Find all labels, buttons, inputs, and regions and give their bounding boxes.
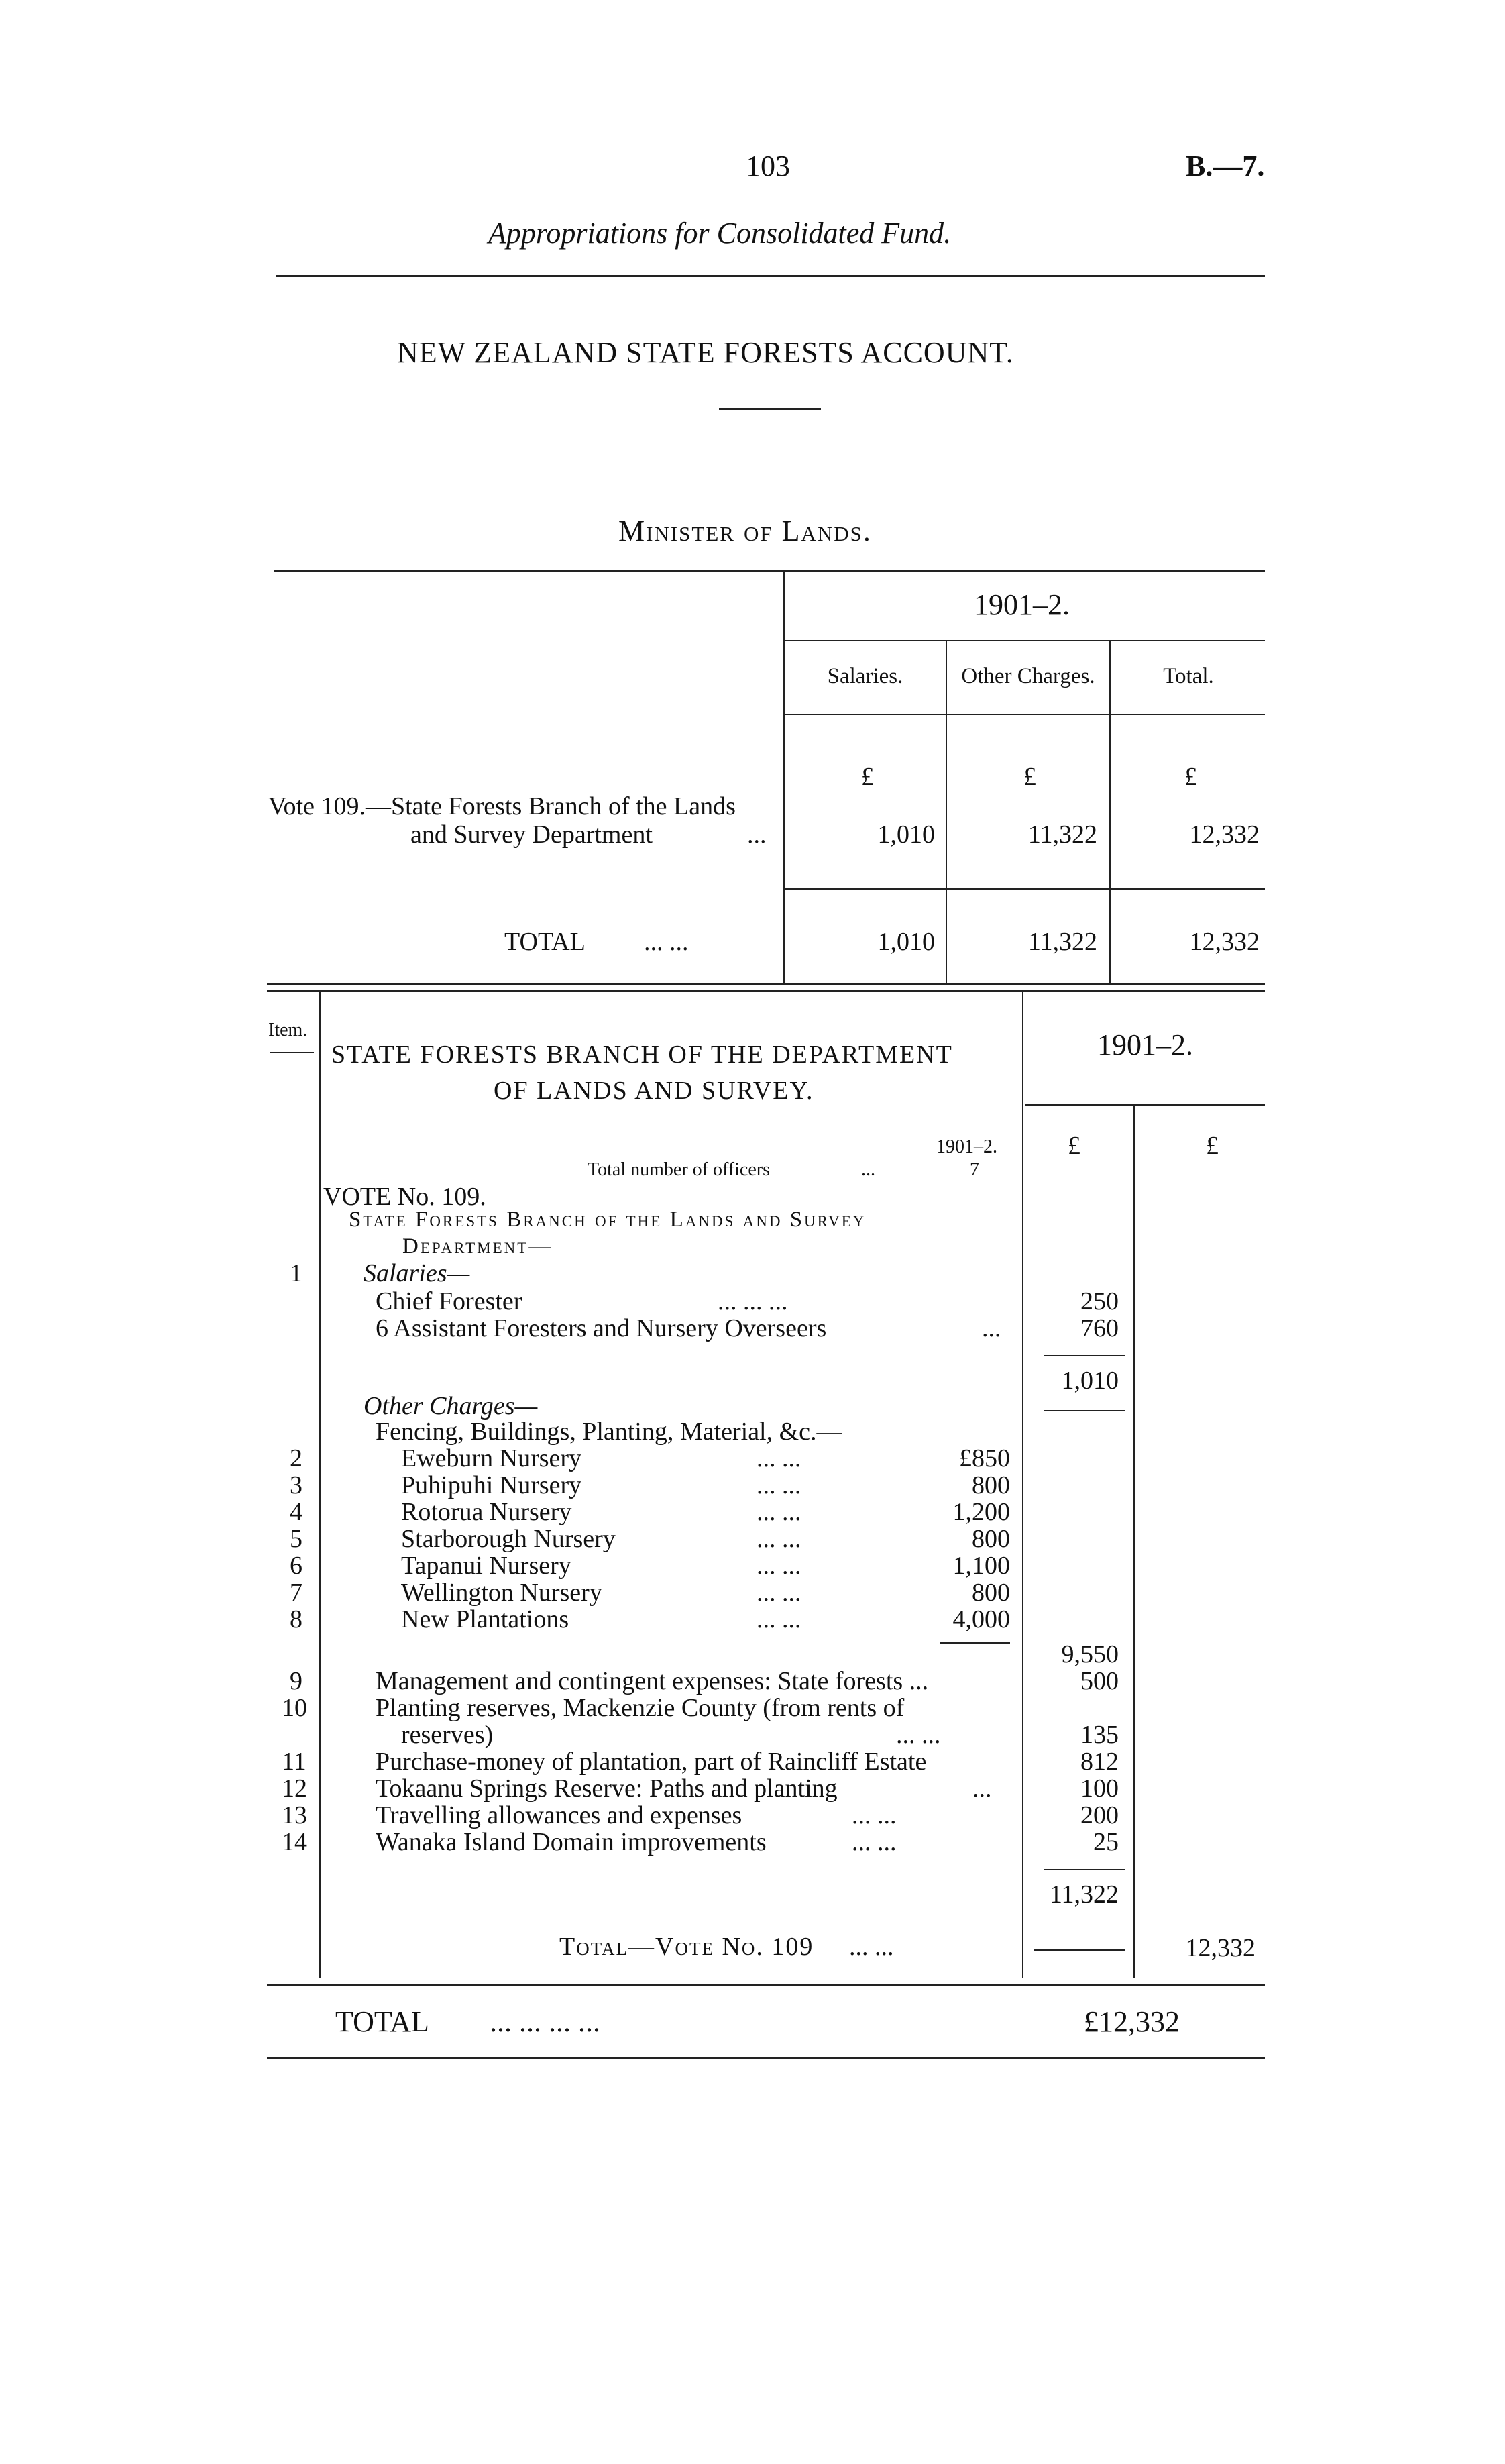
total-salaries: 1,010 bbox=[877, 928, 935, 956]
branch-heading: State Forests Branch of the Lands and Survey bbox=[349, 1208, 867, 1232]
salaries-item-number: 1 bbox=[290, 1259, 302, 1287]
row-item-number: 4 bbox=[290, 1498, 302, 1526]
row-item-number: 2 bbox=[290, 1444, 302, 1472]
amount-column-divider bbox=[1133, 1106, 1135, 1978]
row-label: Planting reserves, Mackenzie County (from rents of bbox=[376, 1694, 905, 1722]
vote-total-amount: 12,332 bbox=[1185, 1934, 1256, 1962]
row-amount: 135 bbox=[1080, 1721, 1119, 1749]
nurseries-subtotal: 9,550 bbox=[1061, 1640, 1119, 1668]
officers-label: Total number of officers bbox=[588, 1159, 770, 1180]
row-dots: ... ... bbox=[757, 1578, 801, 1607]
total-currency: £ bbox=[1184, 763, 1197, 791]
detail-heading-line2: OF LANDS AND SURVEY. bbox=[494, 1077, 814, 1105]
salaries-heading: Salaries— bbox=[364, 1259, 470, 1287]
detail-year: 1901–2. bbox=[1097, 1028, 1193, 1061]
total-column-currency: £ bbox=[1206, 1132, 1219, 1160]
row-dots: ... ... bbox=[757, 1471, 801, 1499]
page-title: NEW ZEALAND STATE FORESTS ACCOUNT. bbox=[397, 336, 1014, 369]
col-total-header: Total. bbox=[1163, 664, 1214, 688]
row-item-number: 5 bbox=[290, 1525, 302, 1553]
row-dots: ... bbox=[972, 1774, 992, 1803]
vote-109-salaries: 1,010 bbox=[877, 820, 935, 849]
branch-heading-cont: Department— bbox=[402, 1234, 553, 1258]
item-column-divider bbox=[319, 992, 321, 1978]
row-amount: 760 bbox=[1080, 1314, 1119, 1342]
row-amount: 100 bbox=[1080, 1774, 1119, 1803]
row-label: Wanaka Island Domain improvements bbox=[376, 1828, 767, 1856]
other-subtotal-rule bbox=[1044, 1869, 1125, 1870]
summary-divider-2 bbox=[946, 641, 947, 983]
total-total: 12,332 bbox=[1189, 928, 1260, 956]
row-item-number: 7 bbox=[290, 1578, 302, 1607]
salaries-subtotal: 1,010 bbox=[1061, 1367, 1119, 1395]
summary-year: 1901–2. bbox=[974, 588, 1070, 621]
fencing-heading: Fencing, Buildings, Planting, Material, &c.— bbox=[376, 1417, 842, 1446]
nurseries-subtotal-rule bbox=[940, 1642, 1010, 1644]
detail-heading-line1: STATE FORESTS BRANCH OF THE DEPARTMENT bbox=[331, 1040, 953, 1069]
page-subtitle: Appropriations for Consolidated Fund. bbox=[488, 217, 952, 250]
row-item-number: 9 bbox=[290, 1667, 302, 1695]
salaries-subtotal-rule bbox=[1044, 1355, 1125, 1356]
grand-total-label: TOTAL bbox=[335, 2005, 429, 2038]
row-dots: ... ... bbox=[757, 1525, 801, 1553]
summary-left-divider bbox=[783, 572, 785, 983]
row-label: Travelling allowances and expenses bbox=[376, 1801, 742, 1829]
row-amount: 250 bbox=[1080, 1287, 1119, 1316]
vote-109-other-charges: 11,322 bbox=[1027, 820, 1097, 849]
row-amount: 25 bbox=[1093, 1828, 1119, 1856]
row-item-number: 3 bbox=[290, 1471, 302, 1499]
officers-year: 1901–2. bbox=[936, 1136, 997, 1157]
col-other-charges-header: Other Charges. bbox=[961, 664, 1095, 688]
summary-header-rule bbox=[785, 714, 1265, 715]
row-dots: ... bbox=[982, 1314, 1001, 1342]
row-dots: ... ... bbox=[852, 1828, 897, 1856]
row-item-number: 14 bbox=[282, 1828, 307, 1856]
detail-top-rule bbox=[267, 983, 1265, 985]
salaries-currency: £ bbox=[861, 763, 874, 791]
detail-top-rule-2 bbox=[267, 990, 1265, 992]
row-label: Tokaanu Springs Reserve: Paths and planting bbox=[376, 1774, 838, 1803]
other-charges-heading: Other Charges— bbox=[364, 1392, 538, 1420]
row-amount: 500 bbox=[1080, 1667, 1119, 1695]
row-label: New Plantations bbox=[401, 1605, 569, 1633]
grand-total-bottom-rule bbox=[267, 2057, 1265, 2059]
row-label: Puhipuhi Nursery bbox=[401, 1471, 582, 1499]
other-charges-subtotal: 11,322 bbox=[1049, 1880, 1119, 1909]
row-label: Eweburn Nursery bbox=[401, 1444, 582, 1472]
summary-top-rule bbox=[274, 570, 1265, 572]
grand-total-dots: ... ... ... ... bbox=[490, 2005, 600, 2038]
row-label: reserves) bbox=[401, 1721, 494, 1749]
row-label: Tapanui Nursery bbox=[401, 1552, 571, 1580]
vote-109-dots: ... bbox=[747, 820, 767, 849]
vote-total-label: Total—Vote No. 109 bbox=[559, 1933, 814, 1961]
row-dots: ... ... bbox=[852, 1801, 897, 1829]
row-amount: 800 bbox=[972, 1471, 1010, 1499]
row-amount: 800 bbox=[972, 1578, 1010, 1607]
row-dots: ... ... bbox=[757, 1605, 801, 1633]
detail-year-rule bbox=[1025, 1104, 1265, 1106]
vote-109-label: Vote 109.—State Forests Branch of the Lands bbox=[268, 792, 736, 820]
vote-total-dots: ... ... bbox=[849, 1933, 894, 1961]
row-item-number: 10 bbox=[282, 1694, 307, 1722]
summary-subtotal-rule bbox=[785, 888, 1265, 890]
text-column-divider bbox=[1022, 992, 1023, 1978]
summary-divider-3 bbox=[1109, 641, 1111, 983]
officers-count: 7 bbox=[970, 1159, 979, 1180]
document-reference: B.—7. bbox=[1186, 150, 1265, 182]
item-column-header: Item. bbox=[268, 1020, 308, 1040]
grand-total-top-rule bbox=[267, 1984, 1265, 1986]
vote-109-label-cont: and Survey Department bbox=[410, 820, 653, 849]
row-amount: 200 bbox=[1080, 1801, 1119, 1829]
total-other-charges: 11,322 bbox=[1027, 928, 1097, 956]
row-dots: ... ... ... bbox=[718, 1287, 788, 1316]
row-label: Wellington Nursery bbox=[401, 1578, 602, 1607]
row-item-number: 11 bbox=[282, 1748, 306, 1776]
other-currency: £ bbox=[1023, 763, 1036, 791]
amount-currency: £ bbox=[1068, 1132, 1080, 1160]
row-label: 6 Assistant Foresters and Nursery Overseers bbox=[376, 1314, 827, 1342]
row-amount: 1,100 bbox=[952, 1552, 1010, 1580]
vote-total-dash bbox=[1034, 1949, 1125, 1951]
title-rule bbox=[719, 408, 821, 410]
row-item-number: 13 bbox=[282, 1801, 307, 1829]
grand-total-amount: £12,332 bbox=[1084, 2005, 1180, 2038]
row-item-number: 12 bbox=[282, 1774, 307, 1803]
minister-heading: Minister of Lands. bbox=[618, 515, 872, 547]
row-label: Starborough Nursery bbox=[401, 1525, 616, 1553]
row-amount: 1,200 bbox=[952, 1498, 1010, 1526]
row-amount: 800 bbox=[972, 1525, 1010, 1553]
row-item-number: 6 bbox=[290, 1552, 302, 1580]
summary-year-rule bbox=[785, 640, 1265, 641]
vote-109-total: 12,332 bbox=[1189, 820, 1260, 849]
row-amount: 4,000 bbox=[952, 1605, 1010, 1633]
row-label: Rotorua Nursery bbox=[401, 1498, 572, 1526]
row-label: Chief Forester bbox=[376, 1287, 522, 1316]
summary-total-label: TOTAL bbox=[504, 928, 586, 956]
row-label: Management and contingent expenses: State forests ... bbox=[376, 1667, 929, 1695]
row-dots: ... ... bbox=[757, 1552, 801, 1580]
header-rule bbox=[276, 275, 1265, 277]
row-dots: ... ... bbox=[757, 1498, 801, 1526]
officers-dots: ... bbox=[861, 1159, 875, 1180]
item-header-rule bbox=[270, 1052, 314, 1053]
summary-total-dots: ... ... bbox=[644, 928, 689, 956]
row-dots: ... ... bbox=[896, 1721, 941, 1749]
row-label: Purchase-money of plantation, part of Raincliff Estate bbox=[376, 1748, 927, 1776]
row-item-number: 8 bbox=[290, 1605, 302, 1633]
row-dots: ... ... bbox=[757, 1444, 801, 1472]
col-salaries-header: Salaries. bbox=[827, 664, 903, 688]
row-amount: 812 bbox=[1080, 1748, 1119, 1776]
vote-number: VOTE No. 109. bbox=[323, 1183, 486, 1211]
row-amount: £850 bbox=[959, 1444, 1010, 1472]
salaries-subtotal-underline bbox=[1044, 1410, 1125, 1411]
page-number: 103 bbox=[746, 150, 790, 182]
